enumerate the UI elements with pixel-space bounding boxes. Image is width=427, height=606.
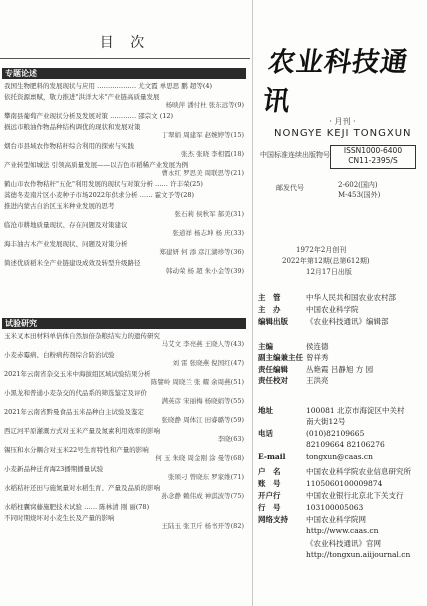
- contact-address-line2: [258, 416, 346, 427]
- contact-account-number: [258, 478, 382, 489]
- toc-entry-title: 海丰油古木产业发展现状、问题及对策分析: [4, 240, 128, 248]
- staff-row: [258, 364, 373, 375]
- issn-box: [330, 145, 416, 169]
- staff-value: 王洪亮: [306, 376, 329, 385]
- contact-value: 82109664 82106276: [306, 440, 385, 449]
- toc-entry-authors: 张石莉 侯秋军 郝美(31): [174, 210, 244, 218]
- toc-entry[interactable]: [4, 221, 244, 237]
- toc-entry-title: 水稻秸秆还田与施氮量对水稻生育、产量及品质的影响: [4, 484, 160, 492]
- contact-label: E-mail: [258, 452, 286, 461]
- toc-entry[interactable]: [4, 240, 244, 256]
- contact-site-url-2[interactable]: [258, 550, 410, 559]
- toc-entry-title: 2021年云南省杂交玉米中海拔组区域试验结果分析: [4, 370, 151, 378]
- toc-entry-title: 推进内蒙古自治区玉米种业发展的思考: [4, 202, 115, 210]
- toc-entry[interactable]: [4, 112, 244, 120]
- contact-bank: [258, 490, 404, 501]
- staff-row: [258, 292, 396, 303]
- toc-entry-authors: 陈譬岭 周晓兰 张 耀 余周燕(51): [150, 378, 244, 386]
- toc-entry-authors: 韩动荣 杨 超 朱小金等(39): [165, 267, 244, 275]
- toc-entry-authors: 孙念静 赖伟成 神淇波等(75): [161, 492, 244, 500]
- contact-value: 100081 北京市海淀区中关村: [306, 406, 405, 415]
- toc-entry[interactable]: [4, 332, 244, 348]
- section-header-special: 专题论述: [2, 68, 246, 79]
- toc-entry-title: 西辽河平原灌溉方式对玉米产量及氮素利用效率的影响: [4, 427, 160, 435]
- postal-domestic: 2-602(国内): [338, 181, 378, 189]
- contact-account-name: [258, 466, 411, 477]
- postal-label: 邮发代号: [276, 184, 304, 192]
- toc-entry[interactable]: [4, 259, 244, 275]
- toc-entry-title: 我国生物肥料的发展现状与应用 ……………… 尤文霞 单思思 鹏 超等(4): [4, 82, 213, 90]
- staff-label: 副主编兼主任: [258, 353, 303, 362]
- contact-address: [258, 405, 405, 416]
- toc-entry-authors: 丁翠娟 周建军 赵婉婷等(15): [161, 131, 244, 139]
- staff-row: [258, 304, 359, 315]
- toc-entry-authors: 张杰 张晓 李相霞(18): [181, 150, 244, 158]
- toc-entry-title: 锡压和水分耦合对玉米22号生育特性和产量的影响: [4, 446, 149, 454]
- contact-phone-extra: [258, 440, 385, 449]
- contact-value: 1105060100009874: [306, 479, 383, 488]
- contact-site-official[interactable]: [258, 538, 381, 549]
- section-header-research: 试验研究: [2, 318, 246, 329]
- contact-value: 《农业科技通讯》官网: [306, 539, 381, 548]
- toc-entry-title: 攀南县葡萄产业现状分析及发展对策 ………… 邵宗文 (12): [4, 112, 174, 120]
- toc-rule: [0, 58, 250, 59]
- contact-label: 开户行: [258, 491, 281, 500]
- contact-phone: [258, 428, 364, 439]
- toc-entry[interactable]: [4, 142, 244, 158]
- toc-entry-title: 玉米叉本田材料单倍体自然加倍杂粮结实力的遗传研究: [4, 332, 160, 340]
- serial-label: 中国标准连续出版物号: [260, 151, 330, 159]
- contact-email[interactable]: [258, 452, 373, 461]
- toc-entry-title: 2021年云南省黔曼食品玉米品种白主试验及鉴定: [4, 408, 145, 416]
- toc-entry-title: 简述优质稻米全产业链建设成效及转型升级路径: [4, 259, 141, 267]
- staff-label: 主编: [258, 342, 273, 351]
- issn: ISSN1000-6400: [343, 146, 403, 155]
- staff-value: 丛艳霞 吕静旭 方 园: [306, 365, 374, 374]
- staff-row: [258, 341, 329, 352]
- toc-entry-authors: 满英彦 宋丽梅 杨晓娟等(55): [161, 397, 244, 405]
- toc-entry-title: 产业转型如城法 引领高质量发展——以吉色市稻稀产业发展为例: [4, 161, 189, 169]
- toc-entry-authors: 何 玉 朱晓 周金刚 涂 曼等(68): [155, 454, 244, 462]
- staff-value: 曾祥秀: [306, 353, 329, 362]
- toc-entry-authors: 郑建妍 何 添 彦江湖珍等(36): [159, 248, 244, 256]
- toc-entry[interactable]: [4, 503, 244, 511]
- issue-number: 2022年第12期(总第612期): [282, 257, 370, 265]
- pinyin-title: NONGYE KEJI TONGXUN: [274, 128, 412, 139]
- staff-row: [258, 375, 329, 386]
- toc-entry-authors: 王陆玉 张卫斤 杨书开等(82): [161, 522, 244, 530]
- toc-entry[interactable]: [4, 202, 244, 218]
- toc-entry[interactable]: [4, 446, 244, 462]
- toc-entry-title: 水稻柱囊窝藤施肥技术试验 …… 陈林清 刚 丽(78): [4, 503, 150, 511]
- postal-abroad: M-453(国外): [338, 191, 381, 199]
- contact-value: 中国农业科学院网: [306, 515, 366, 524]
- contact-site[interactable]: [258, 514, 366, 525]
- toc-entry[interactable]: [4, 389, 244, 405]
- toc-entry[interactable]: [4, 93, 244, 109]
- contact-label: 地址: [258, 406, 273, 415]
- founded-date: 1972年2月创刊: [296, 246, 347, 254]
- contact-value: http://www.caas.cn: [306, 526, 379, 535]
- staff-label: 责任编辑: [258, 365, 288, 374]
- staff-label: 责任校对: [258, 376, 288, 385]
- staff-label: 主 办: [258, 305, 281, 314]
- contact-value: 103100005063: [306, 503, 364, 512]
- publish-date: 12月17日出版: [306, 268, 352, 276]
- contact-label: 行 号: [258, 503, 281, 512]
- staff-value: 中国农业科学院: [306, 305, 359, 314]
- staff-value: 侯连德: [306, 342, 329, 351]
- toc-entry-title: 小麦赤霉病、白粉病药剂综合防治试验: [4, 351, 115, 359]
- toc-entry-title: 损远市粮油作物品种结构调优的现状和发展对策: [4, 123, 141, 131]
- contact-label: 电话: [258, 429, 273, 438]
- toc-entry[interactable]: [4, 484, 244, 500]
- staff-row: [258, 316, 389, 327]
- toc-entry[interactable]: [4, 514, 244, 530]
- toc-entry-authors: 张晓静 周体江 田睿璐等(59): [161, 416, 244, 424]
- toc-entry[interactable]: [4, 408, 244, 424]
- staff-value: 《农业科技通讯》编辑部: [306, 317, 389, 326]
- masthead-panel: [258, 0, 427, 606]
- toc-entry[interactable]: [4, 427, 244, 443]
- contact-value: http://tongxun.aiijournal.cn: [306, 550, 411, 559]
- contact-label: 网络支持: [258, 515, 288, 524]
- column-divider: [252, 0, 253, 606]
- toc-entry-authors: 张道祥 杨志坤 杨 庆(33): [172, 229, 244, 237]
- toc-entry-title: 鹤山市农作物秸秆"五化"利用发展的现状与对策分析 …… 许丰荣(25): [4, 180, 203, 188]
- contact-site-url[interactable]: [258, 526, 378, 535]
- toc-entry-title: 小麦新品种迁育海23播期播量试验: [4, 465, 104, 473]
- toc-entry[interactable]: [4, 191, 244, 199]
- toc-entry[interactable]: [4, 465, 244, 481]
- toc-entry[interactable]: [4, 82, 244, 90]
- contact-value: 中国农业科学院农业信息研究所: [306, 467, 411, 476]
- contact-value: 中国农业银行北京北下关支行: [306, 491, 404, 500]
- toc-entry-title: 小黑龙和普通小麦杂交的代品系的筛选鉴定及评价: [4, 389, 147, 397]
- toc-entry-title: 临沧市耕地质量现状、存在问题及对策建议: [4, 221, 128, 229]
- cn-number: CN11-2395/S: [348, 156, 398, 165]
- contact-bank-code: [258, 502, 363, 513]
- staff-label: 编辑出版: [258, 317, 288, 326]
- toc-entry-authors: 李晓(63): [217, 435, 244, 443]
- toc-entry-authors: 杨映萍 潘付杜 张东远等(9): [165, 101, 244, 109]
- contact-value: (010)82109665: [306, 429, 365, 438]
- toc-entry-title: 烟台市县域农作物秸秆综合利用的探索与实践: [4, 142, 134, 150]
- toc-entry[interactable]: [4, 161, 244, 177]
- toc-entry-authors: 张颂刁 曾晓东 罗家维(71): [168, 473, 244, 481]
- toc-entry-authors: 曹永红 罗思美 周联思等(21): [161, 169, 244, 177]
- frequency: · 月刊 ·: [329, 117, 356, 126]
- journal-title: 农业科技通讯: [260, 47, 411, 117]
- toc-title: 目 次: [99, 35, 151, 51]
- contact-label: 户 名: [258, 467, 281, 476]
- toc-entry[interactable]: [4, 370, 244, 386]
- contact-value: 南大街12号: [306, 417, 346, 426]
- staff-label: 主 管: [258, 293, 281, 302]
- staff-row: [258, 352, 329, 363]
- contact-label: 账 号: [258, 479, 281, 488]
- toc-entry[interactable]: [4, 351, 244, 367]
- toc-entry-title: 不同时期烧坏对小麦生长及产量的影响: [4, 514, 115, 522]
- contact-value: tongxun@caas.cn: [306, 452, 373, 461]
- toc-entry-title: 依托资源禀赋，敬力推进"洪洋大米"产业链高质量发展: [4, 93, 160, 101]
- toc-entry-authors: 刘 雷 张晓燕 倪国红(47): [172, 359, 244, 367]
- staff-value: 中华人民共和国农业农村部: [306, 293, 396, 302]
- toc-entry[interactable]: [4, 123, 244, 139]
- toc-entry-title: 蒿德冬麦南片区小麦种子市场2022年供求分析 …… 霍文予等(28): [4, 191, 195, 199]
- toc-entry[interactable]: [4, 180, 244, 188]
- toc-entry-authors: 马艾文 李亮燕 王晓人等(43): [161, 340, 244, 348]
